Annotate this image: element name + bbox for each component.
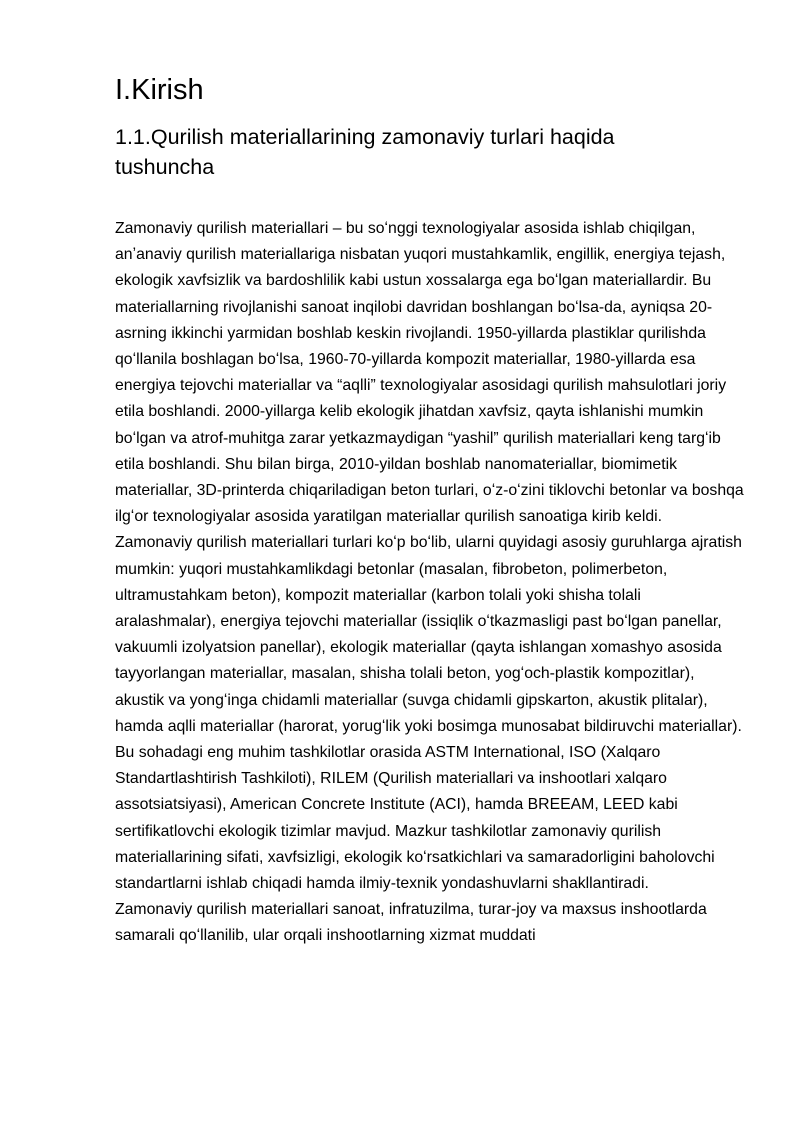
body-paragraph: Zamonaviy qurilish materiallari turlari koʻp boʻlib, ularni quyidagi asosiy guruhlarga ajratish mumkin: yuqori mustahkamlikdagi betonlar (masalan, fibrobeton, polimerbeton, ultramustahkam beton), kompozit materiallar (karbon tolali yoki shisha tolali aralashmalar), energiya tejovchi materiallar (issiqlik oʻtkazmasligi past boʻlgan panellar, vakuumli izolyatsion panellar), ekologik materiallar (qayta ishlangan xomashyo asosida tayyorlangan materiallar, masalan, shisha tolali beton, yogʻoch-plastik kompozitlar), akustik va yongʻinga chidamli materiallar (suvga chidamli gipskarton, akustik plitalar), hamda aqlli materiallar (harorat, yorugʻlik yoki bosimga munosabat bildiruvchi materiallar). xyxy=(115,534,742,735)
chapter-heading: I.Kirish xyxy=(115,74,204,106)
section-heading: 1.1.Qurilish materiallarining zamonaviy turlari haqida tushuncha xyxy=(115,125,615,179)
body-paragraph: Zamonaviy qurilish materiallari – bu soʻnggi texnologiyalar asosida ishlab chiqilgan, anʼanaviy qurilish materiallariga nisbatan yuqori mustahkamlik, engillik, energiya tejash, ekologik xavfsizlik va bardoshlilik kabi ustun xossalarga ega boʻlgan materiallardir. Bu materiallarning rivojlanishi sanoat inqilobi davridan boshlangan boʻlsa-da, ayniqsa 20-asrning ikkinchi yarmidan boshlab keskin rivojlandi. 1950-yillarda plastiklar qurilishda qoʻllanila boshlagan boʻlsa, 1960-70-yillarda kompozit materiallar, 1980-yillarda esa energiya tejovchi materiallar va “aqlli” texnologiyalar asosidagi qurilish mahsulotlari joriy etila boshlandi. 2000-yillarga kelib ekologik jihatdan xavfsiz, qayta ishlanishi mumkin boʻlgan va atrof-muhitga zarar yetkazmaydigan “yashil” qurilish materiallari keng targʻib etila boshlandi. Shu bilan birga, 2010-yildan boshlab nanomateriallar, biomimetik materiallar, 3D-printerda chiqariladigan beton turlari, oʻz-oʻzini tiklovchi betonlar va boshqa ilgʻor texnologiyalar asosida yaratilgan materiallar qurilish sanoatiga kirib keldi. xyxy=(115,220,744,526)
body-paragraph: Bu sohadagi eng muhim tashkilotlar orasida ASTM International, ISO (Xalqaro Standartlashtirish Tashkiloti), RILEM (Qurilish materiallari va inshootlari xalqaro assotsiatsiyasi), American Concrete Institute (ACI), hamda BREEAM, LEED kabi sertifikatlovchi ekologik tizimlar mavjud. Mazkur tashkilotlar zamonaviy qurilish materiallarining sifati, xavfsizligi, ekologik koʻrsatkichlari va samaradorligini baholovchi standartlarni ishlab chiqadi hamda ilmiy-texnik yondashuvlarni shakllantiradi. xyxy=(115,744,715,893)
body-paragraph: Zamonaviy qurilish materiallari sanoat, infratuzilma, turar-joy va maxsus inshootlarda samarali qoʻllanilib, ular orqali inshootlarning xizmat muddati xyxy=(115,901,707,945)
document-page xyxy=(115,70,745,950)
